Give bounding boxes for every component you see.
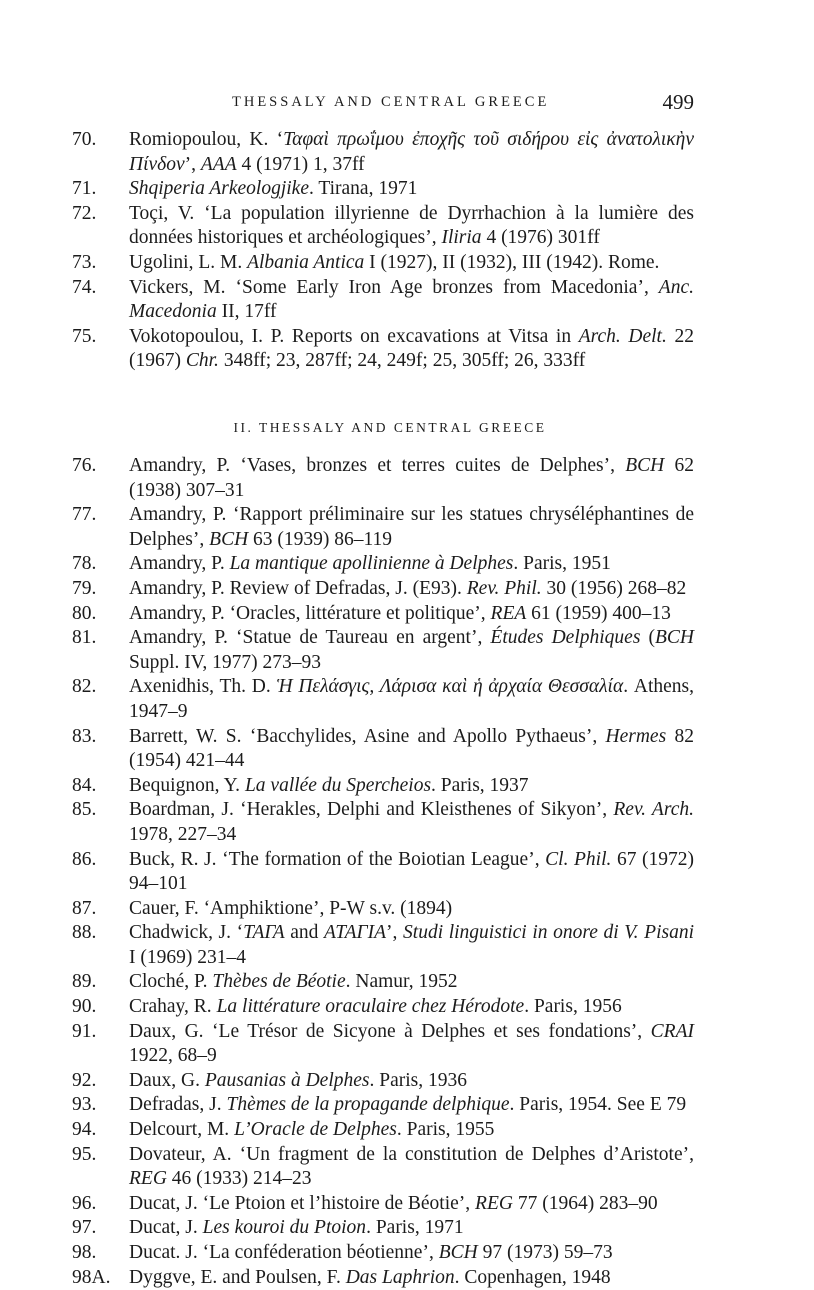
bibliography-entry (72, 325, 694, 374)
entry-italic-text: Anc. Macedonia (129, 276, 694, 323)
entry-text: 46 (1933) 214–23 (166, 1168, 312, 1190)
entry-list (72, 128, 694, 374)
entry-italic-text: Cl. Phil. (545, 848, 612, 870)
bibliography-entry (72, 1241, 694, 1266)
entry-text: Daux, G. ‘Le Trésor de Sicyone à Delphes et ses fondations’, (129, 1020, 651, 1042)
entry-text: . Copenhagen, 1948 (454, 1266, 611, 1288)
entry-italic-text: Albania Antica (247, 251, 365, 273)
entry-text: Dovateur, A. ‘Un fragment de la constitution de Delphes d’Aristote’, (129, 1143, 694, 1165)
entry-text: Ducat. J. ‘La conféderation béotienne’, (129, 1242, 439, 1263)
entry-text: . Paris, 1955 (396, 1119, 495, 1141)
entry-italic-text: Studi linguistici in onore di V. Pisani (403, 922, 694, 944)
entry-number: 75. (72, 325, 97, 347)
entry-text: Amandry, P. (129, 553, 230, 575)
entry-number: 82. (72, 676, 97, 698)
entry-text: Amandry, P. ‘Rapport préliminaire sur les statues chryséléphantines de Delphes’, (129, 504, 694, 550)
entry-italic-text: BCH (209, 528, 249, 550)
bibliography-entry (72, 602, 694, 627)
entry-text: Bequignon, Y. (129, 774, 245, 796)
bibliography-entry (72, 1192, 694, 1217)
entry-italic-text: ΤΑΓΑ (243, 922, 285, 944)
bibliography-entry (72, 128, 694, 177)
entry-number: 83. (72, 725, 97, 747)
entry-text: Toçi, V. ‘La population illyrienne de Dyrrhachion à la lumière des données historiques et archéologiques’, (129, 202, 694, 249)
entry-italic-text: Shqiperia Arkeologjike (129, 178, 309, 200)
entry-text: Boardman, J. ‘Herakles, Delphi and Kleisthenes of Sikyon’, (129, 799, 614, 821)
entry-italic-text: ΑΤΑΓΙΑ (324, 922, 387, 944)
entry-text: Chadwick, J. ‘ (129, 922, 244, 944)
entry-text: 67 (1972) 94–101 (129, 848, 694, 895)
entry-number: 85. (72, 799, 97, 821)
entry-number: 88. (72, 922, 97, 944)
entry-number: 98. (72, 1242, 97, 1263)
entry-text: ’, (386, 922, 404, 944)
entry-text: . Namur, 1952 (345, 971, 458, 993)
entry-number: 91. (72, 1020, 97, 1042)
entry-text: Defradas, J. (129, 1094, 227, 1116)
running-head: THESSALY AND CENTRAL GREECE (232, 94, 550, 110)
entry-italic-text: Iliria (441, 227, 482, 249)
bibliography-entry (72, 897, 694, 922)
bibliography-section-2 (72, 420, 694, 1290)
bibliography-entry (72, 503, 694, 552)
entry-italic-text: CRAI (650, 1020, 694, 1042)
entry-text: 63 (1939) 86–119 (248, 528, 393, 550)
bibliography-entry (72, 577, 694, 602)
entry-italic-text: REA (490, 602, 527, 624)
entry-text: 97 (1973) 59–73 (477, 1242, 613, 1263)
entry-number: 93. (72, 1094, 97, 1116)
entry-text: ’, (184, 153, 201, 175)
entry-text: Vokotopoulou, I. P. Reports on excavations at Vitsa in (129, 325, 579, 347)
entry-number: 92. (72, 1069, 97, 1091)
entry-text: . Athens, 1947–9 (129, 676, 695, 722)
bibliography-entry (72, 626, 694, 675)
bibliography-entry (72, 1118, 694, 1143)
entry-number: 70. (72, 129, 97, 150)
entry-italic-text: Ταφαὶ πρωΐμου ἐποχῆς τοῦ σιδήρου εἰς ἀνατολικὴν Πίνδον (129, 129, 694, 175)
entry-text: . Paris, 1936 (369, 1069, 467, 1091)
entry-italic-text: La mantique apollinienne à Delphes (229, 553, 514, 575)
entry-text: I (1969) 231–4 (129, 946, 246, 968)
entry-number: 98A. (72, 1266, 111, 1288)
bibliography-entry (72, 1216, 694, 1241)
bibliography-entry (72, 1093, 694, 1118)
entry-italic-text: Rev. Arch. (613, 799, 694, 821)
entry-text: Vickers, M. ‘Some Early Iron Age bronzes from Macedonia’, (129, 276, 659, 298)
entry-number: 77. (72, 504, 97, 526)
bibliography-entry (72, 725, 694, 774)
entry-text: Suppl. IV, 1977) 273–93 (129, 651, 321, 673)
entry-text: . Paris, 1954. See E 79 (509, 1094, 687, 1116)
entry-number: 96. (72, 1192, 97, 1214)
entry-text: . Paris, 1971 (366, 1217, 464, 1239)
entry-italic-text: Pausanias à Delphes (204, 1069, 370, 1091)
entry-italic-text: Ἡ Πελάσγις, Λάρισα καὶ ἡ ἀρχαία Θεσσαλία (276, 676, 624, 698)
bibliography-section-1 (72, 128, 694, 374)
entry-text: Delcourt, M. (129, 1119, 235, 1141)
entry-text: 30 (1956) 268–82 (541, 577, 687, 599)
bibliography-entry (72, 1069, 694, 1094)
entry-text: 82 (1954) 421–44 (129, 725, 694, 772)
entry-text: 77 (1964) 283–90 (512, 1192, 658, 1214)
entry-list (72, 454, 694, 1290)
entry-number: 71. (72, 178, 97, 200)
entry-text: . Paris, 1956 (524, 996, 622, 1018)
entry-number: 86. (72, 848, 97, 870)
entry-text: Amandry, P. Review of Defradas, J. (E93). (129, 577, 467, 599)
entry-text: ( (640, 627, 655, 649)
bibliography-entry (72, 675, 694, 724)
entry-italic-text: Études Delphiques (490, 627, 641, 649)
entry-number: 87. (72, 897, 97, 919)
entry-italic-text: BCH (655, 627, 694, 649)
bibliography-entry (72, 848, 694, 897)
entry-italic-text: Chr. (185, 350, 219, 372)
section-title: II. THESSALY AND CENTRAL GREECE (233, 420, 547, 435)
entry-number: 72. (72, 202, 97, 224)
entry-text: Ducat, J. (129, 1217, 203, 1239)
entry-number: 94. (72, 1119, 97, 1141)
bibliography-entry (72, 177, 694, 202)
bibliography-entry (72, 1143, 694, 1192)
entry-text: I (1927), II (1932), III (1942). Rome. (364, 251, 660, 273)
entry-number: 95. (72, 1143, 97, 1165)
entry-number: 84. (72, 774, 97, 796)
entry-text: and (284, 922, 325, 944)
entry-number: 97. (72, 1217, 97, 1239)
entry-italic-text: La vallée du Spercheios (244, 774, 432, 796)
entry-italic-text: REG (475, 1192, 513, 1214)
entry-number: 81. (72, 627, 97, 649)
entry-number: 76. (72, 455, 97, 476)
entry-italic-text: BCH (625, 455, 665, 476)
entry-text: Barrett, W. S. ‘Bacchylides, Asine and Apollo Pythaeus’, (129, 725, 606, 747)
entry-text: . Paris, 1951 (513, 553, 611, 575)
entry-text: Crahay, R. (129, 996, 217, 1018)
bibliography-entry (72, 276, 694, 325)
entry-text: 22 (1967) (129, 325, 694, 372)
entry-italic-text: Thèmes de la propagande delphique (226, 1094, 510, 1116)
bibliography-entry (72, 970, 694, 995)
entry-text: Cloché, P. (129, 971, 213, 993)
entry-number: 78. (72, 553, 97, 575)
bibliography-entry (72, 202, 694, 251)
entry-number: 79. (72, 577, 97, 599)
entry-text: Amandry, P. ‘Statue de Taureau en argent’, (129, 627, 491, 649)
entry-italic-text: L’Oracle de Delphes (234, 1119, 397, 1141)
entry-text: Daux, G. (129, 1069, 205, 1091)
entry-italic-text: Rev. Phil. (466, 577, 542, 599)
entry-number: 89. (72, 971, 97, 993)
entry-text: Dyggve, E. and Poulsen, F. (129, 1266, 346, 1288)
entry-italic-text: REG (129, 1168, 167, 1190)
entry-text: 4 (1971) 1, 37ff (236, 153, 365, 175)
entry-text: . Tirana, 1971 (308, 178, 418, 200)
bibliography-entry (72, 798, 694, 847)
entry-text: Ugolini, L. M. (129, 251, 248, 273)
entry-italic-text: Hermes (605, 725, 667, 747)
bibliography-entry (72, 995, 694, 1020)
entry-text: Buck, R. J. ‘The formation of the Boiotian League’, (129, 848, 546, 870)
entry-text: 4 (1976) 301ff (481, 227, 600, 249)
entry-text: Ducat, J. ‘Le Ptoion et l’histoire de Béotie’, (129, 1192, 476, 1214)
entry-italic-text: Das Laphrion (345, 1266, 455, 1288)
bibliography-entry (72, 454, 694, 503)
entry-number: 74. (72, 276, 97, 298)
entry-text: II, 17ff (216, 301, 277, 323)
entry-text: 1978, 227–34 (129, 823, 237, 845)
bibliography-entry (72, 774, 694, 799)
entry-italic-text: La littérature oraculaire chez Hérodote (216, 996, 525, 1018)
bibliography-entry (72, 1266, 694, 1290)
entry-text: 61 (1959) 400–13 (526, 602, 671, 624)
entry-italic-text: Les kouroi du Ptoion (202, 1217, 367, 1239)
entry-number: 73. (72, 251, 97, 273)
bibliography-entry (72, 1020, 694, 1069)
entry-text: 348ff; 23, 287ff; 24, 249f; 25, 305ff; 26, 333ff (218, 350, 586, 372)
entry-text: Romiopoulou, K. ‘ (129, 129, 284, 150)
entry-number: 90. (72, 996, 97, 1018)
page-number: 499 (662, 90, 694, 114)
entry-italic-text: BCH (438, 1242, 478, 1263)
bibliography-entry (72, 921, 694, 970)
entry-text: . Paris, 1937 (431, 774, 529, 796)
entry-number: 80. (72, 602, 97, 624)
entry-text: Axenidhis, Th. D. (129, 676, 277, 698)
entry-text: Cauer, F. ‘Amphiktione’, P-W s.v. (1894) (129, 897, 453, 919)
entry-text: Amandry, P. ‘Vases, bronzes et terres cuites de Delphes’, (129, 455, 626, 476)
entry-italic-text: Arch. Delt. (578, 325, 667, 347)
entry-text: 1922, 68–9 (129, 1045, 217, 1067)
page-header (72, 90, 694, 120)
entry-italic-text: AAA (200, 153, 237, 175)
bibliography-entry (72, 251, 694, 276)
entry-italic-text: Thèbes de Béotie (212, 971, 346, 993)
entry-text: Amandry, P. ‘Oracles, littérature et politique’, (129, 602, 491, 624)
bibliography-entry (72, 552, 694, 577)
entry-text: 62 (1938) 307–31 (129, 455, 694, 501)
